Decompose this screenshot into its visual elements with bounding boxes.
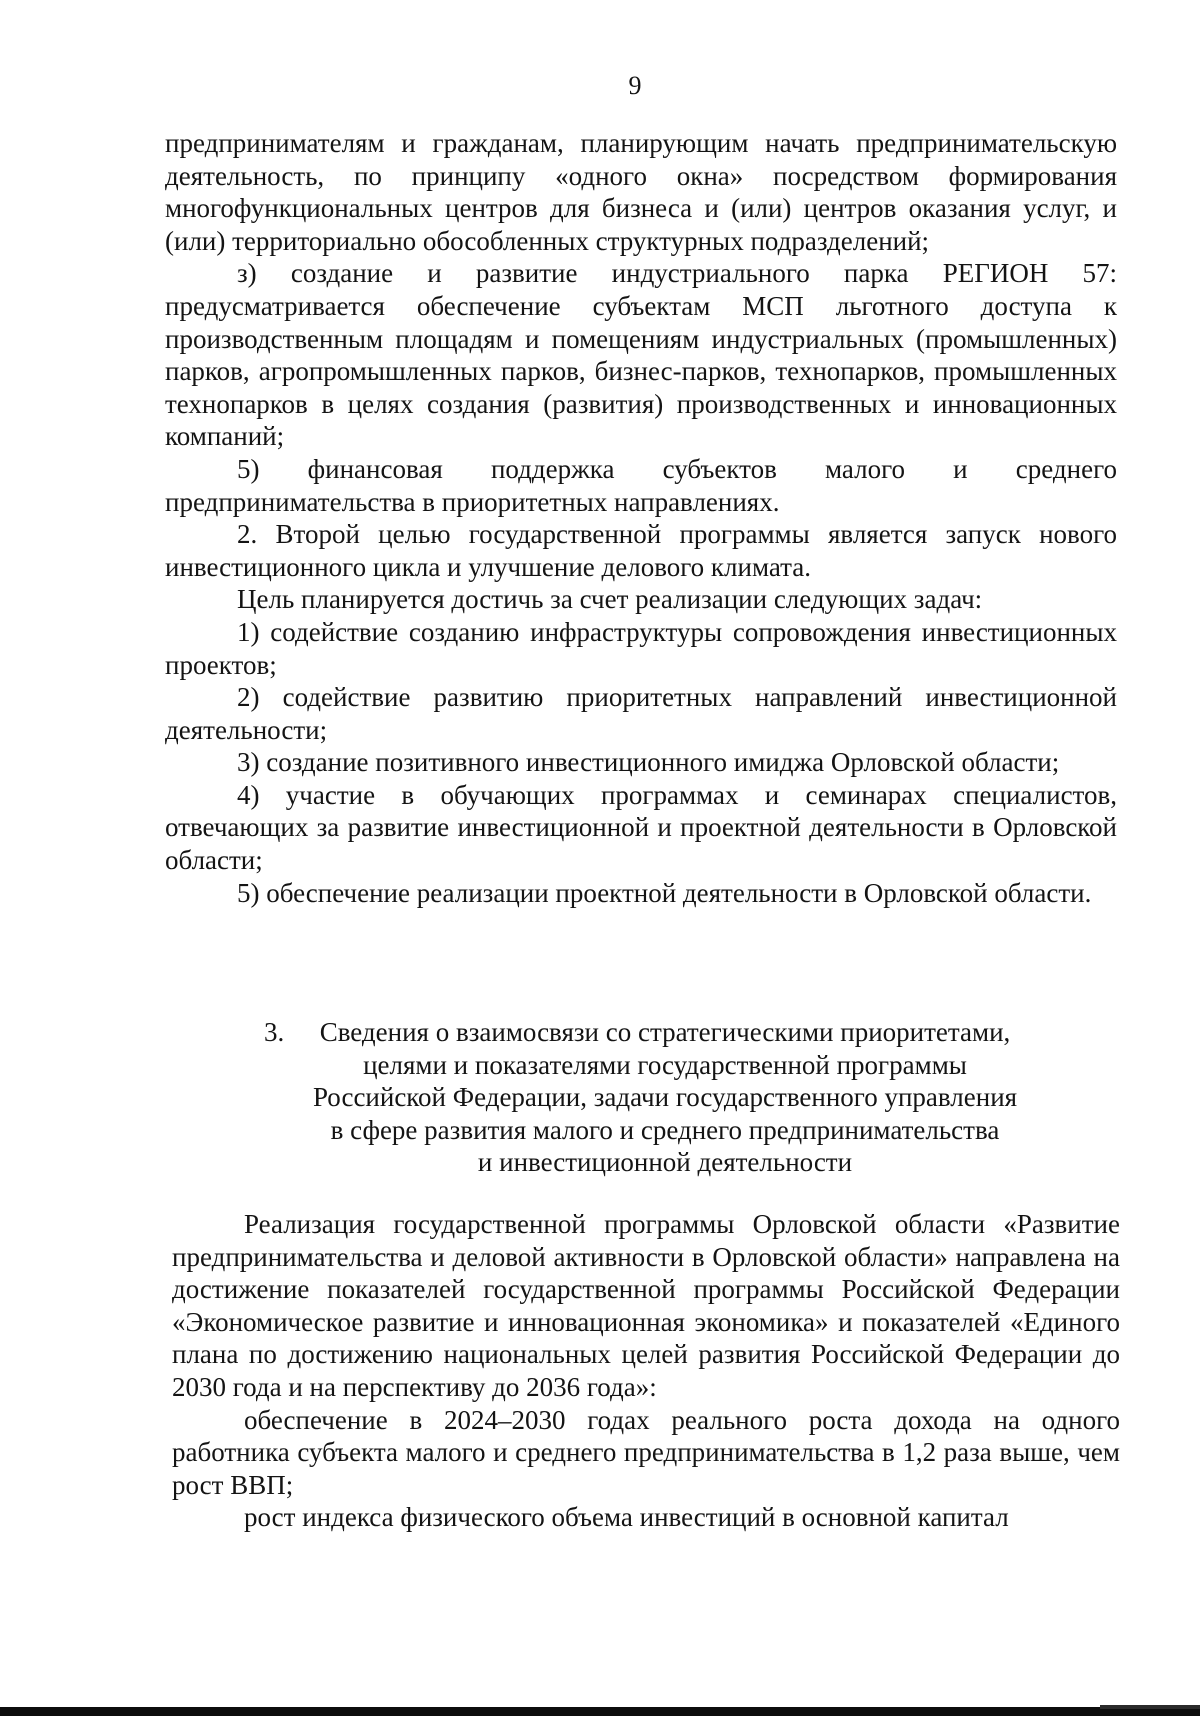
section-heading-line: целями и показателями государственной программы [363, 1049, 967, 1080]
scan-edge-line [0, 1707, 1200, 1716]
paragraph: Цель планируется достичь за счет реализации следующих задач: [237, 584, 983, 615]
body-text-continued [165, 127, 1117, 909]
section-number: 3. [264, 1017, 285, 1047]
body-text-section-3 [172, 1208, 1120, 1534]
paragraph: 2) содействие развитию приоритетных направлений инвестиционной деятельности; [165, 682, 1117, 745]
paragraph: 1) содействие созданию инфраструктуры сопровождения инвестиционных проектов; [165, 616, 1117, 680]
paragraph: 3) создание позитивного инвестиционного имиджа Орловской области; [237, 747, 1060, 778]
paragraph: предпринимателям и гражданам, планирующим начать предпринимательскую деятельность, по принципу «одного окна» посредством формирования многофункциональных центров для бизнеса и (или) центров оказания услуг, и (или) территориально обособленных структурных подразделений; [165, 128, 1117, 256]
paragraph: 5) обеспечение реализации проектной деятельности в Орловской области. [237, 877, 1092, 908]
paragraph: рост индекса физического объема инвестиций в основной капитал [244, 1502, 1009, 1533]
paragraph: з) создание и развитие индустриального парка РЕГИОН 57: предусматривается обеспечение субъектам МСП льготного доступа к производственным площадям и помещениям индустриальных (промышленных) парков, агропромышленных парков, бизнес-парков, технопарков, промышленных технопарков в целях создания (развития) производственных и инновационных компаний; [165, 258, 1117, 452]
paragraph: обеспечение в 2024–2030 годах реального роста дохода на одного работника субъекта малого и среднего предпринимательства в 1,2 раза выше, чем рост ВВП; [172, 1404, 1120, 1500]
section-heading-line: Сведения о взаимосвязи со стратегическими приоритетами, [319, 1017, 1011, 1047]
paragraph: 4) участие в обучающих программах и семинарах специалистов, отвечающих за развитие инвестиционной и проектной деятельности в Орловской области; [165, 779, 1117, 876]
paragraph: 2. Второй целью государственной программы является запуск нового инвестиционного цикла и улучшение делового климата. [165, 519, 1117, 582]
paragraph: 5) финансовая поддержка субъектов малого и среднего предпринимательства в приоритетных направлениях. [165, 453, 1117, 517]
section-heading-line: Российской Федерации, задачи государственного управления [312, 1082, 1018, 1112]
section-heading [255, 1016, 1075, 1179]
section-heading-line: и инвестиционной деятельности [477, 1147, 853, 1177]
section-heading-line: в сфере развития малого и среднего предпринимательства [330, 1114, 1000, 1145]
paragraph: Реализация государственной программы Орловской области «Развитие предпринимательства и деловой активности в Орловской области» направлена на достижение показателей государственной программы Российской Федерации «Экономическое развитие и инновационная экономика» и показателей «Единого плана по достижению национальных целей развития Российской Федерации до 2030 года и на перспективу до 2036 года»: [172, 1209, 1120, 1402]
scan-edge-line [1100, 1705, 1200, 1709]
page-number: 9 [628, 71, 642, 100]
